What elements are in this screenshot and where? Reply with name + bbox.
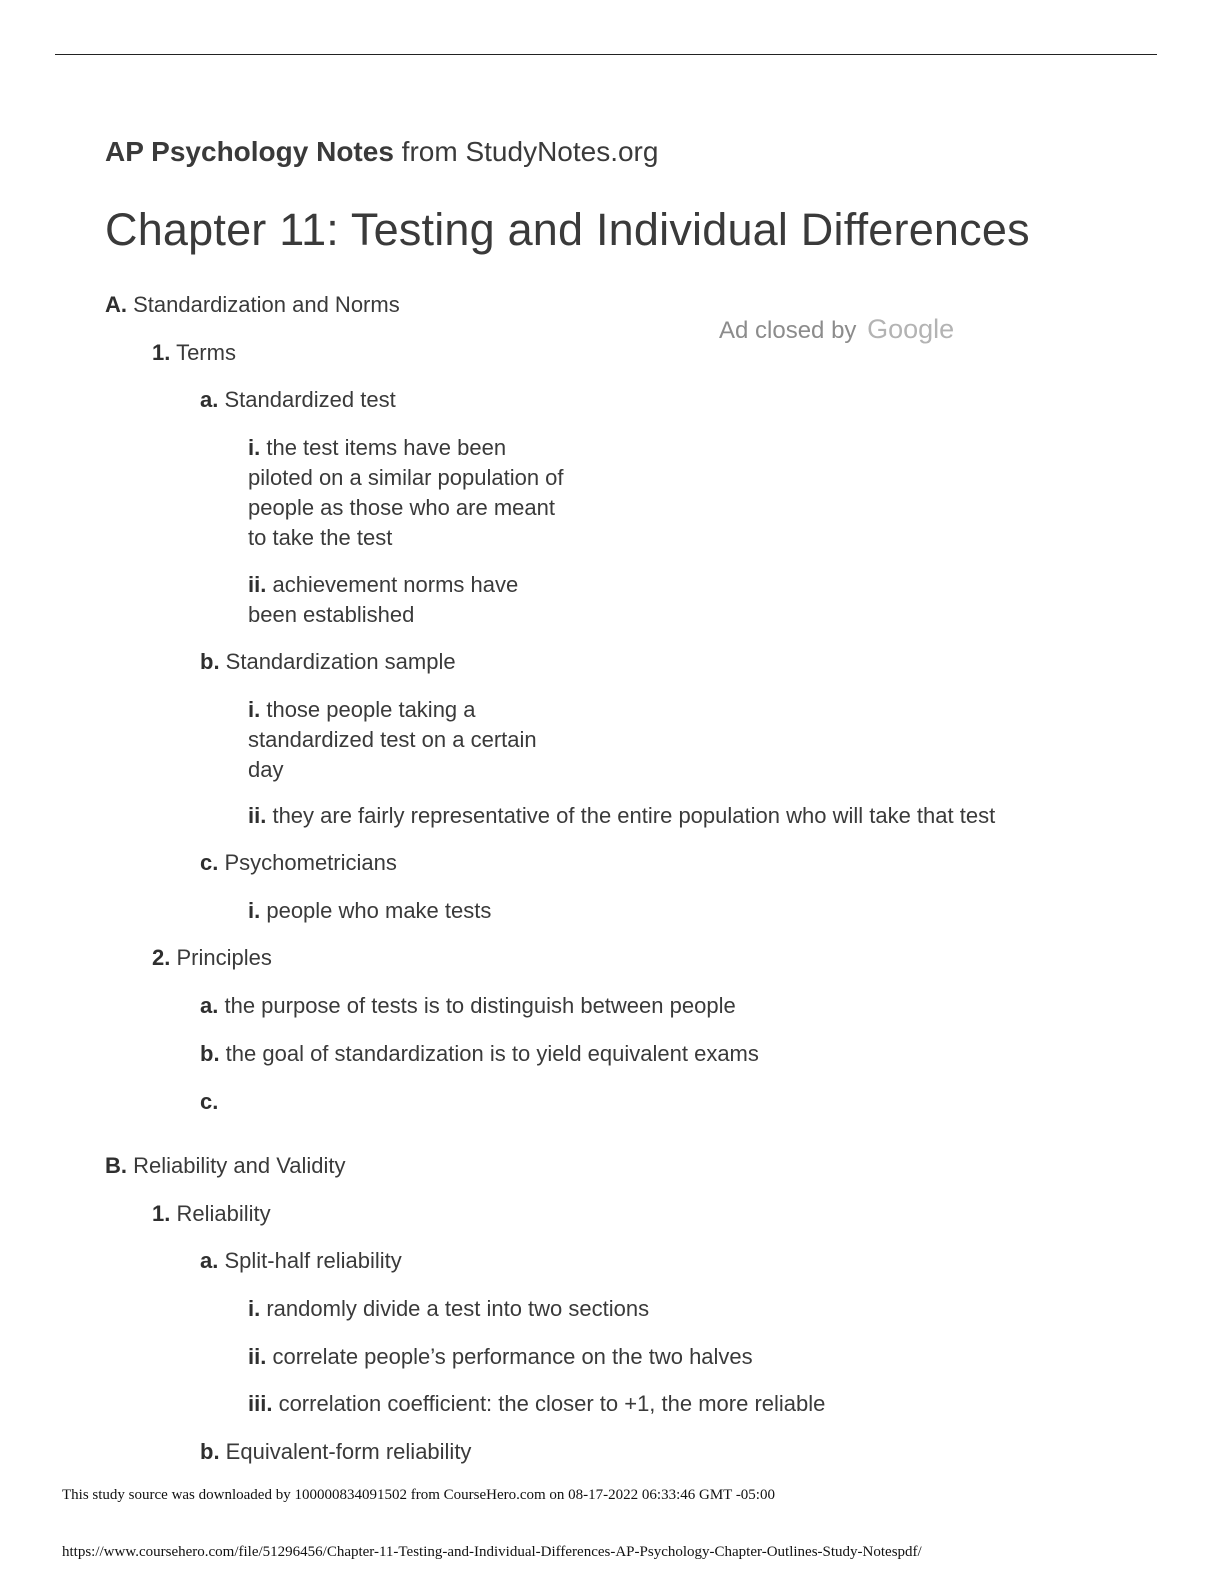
outline-item xyxy=(200,647,456,677)
outline-marker: iii. xyxy=(248,1391,273,1416)
outline-text: Principles xyxy=(170,945,272,970)
outline-text: Standardization and Norms xyxy=(127,292,400,317)
outline-item xyxy=(152,943,272,973)
outline-marker: a. xyxy=(200,1248,219,1273)
outline-text: Reliability and Validity xyxy=(127,1153,346,1178)
chapter-title: Chapter 11: Testing and Individual Differences xyxy=(105,204,1030,255)
ad-closed-notice xyxy=(719,314,954,345)
outline-text: achievement norms have been established xyxy=(248,572,519,627)
outline-item xyxy=(105,290,400,320)
outline-marker: c. xyxy=(200,850,219,875)
outline-marker: b. xyxy=(200,1041,220,1066)
outline-item xyxy=(152,338,236,368)
outline-marker: a. xyxy=(200,993,219,1018)
outline-marker: 1. xyxy=(152,340,171,365)
download-note: This study source was downloaded by 100000834091502 from CourseHero.com on 08-17-2022 06:33:46 GMT -05:00 xyxy=(62,1487,775,1503)
outline-marker: i. xyxy=(248,697,261,722)
outline-marker: i. xyxy=(248,898,261,923)
top-divider xyxy=(55,54,1157,55)
outline-marker: ii. xyxy=(248,572,267,597)
outline-text: Terms xyxy=(170,340,236,365)
outline-item xyxy=(248,433,568,553)
outline-marker: 1. xyxy=(152,1201,171,1226)
outline-item xyxy=(248,570,568,630)
outline-text: those people taking a standardized test on a certain day xyxy=(248,697,537,782)
site-header-rest: from StudyNotes.org xyxy=(393,136,659,167)
outline-item xyxy=(248,695,568,785)
outline-text: the test items have been piloted on a similar population of people as those who are meant to take the test xyxy=(248,435,564,550)
outline-item xyxy=(248,1342,753,1372)
outline-item xyxy=(248,896,491,926)
outline-marker: ii. xyxy=(248,803,267,828)
outline-marker: ii. xyxy=(248,1344,267,1369)
outline-marker: b. xyxy=(200,649,220,674)
source-url[interactable]: https://www.coursehero.com/file/51296456/Chapter-11-Testing-and-Individual-Differences-AP-Psychology-Chapter-Outlines-Study-Notespdf/ xyxy=(62,1544,922,1560)
outline-text: Equivalent-form reliability xyxy=(219,1439,472,1464)
outline-marker: a. xyxy=(200,387,219,412)
outline-item xyxy=(200,1246,402,1276)
outline-text: the purpose of tests is to distinguish between people xyxy=(218,993,736,1018)
outline-marker: i. xyxy=(248,1296,261,1321)
outline-text: Reliability xyxy=(170,1201,271,1226)
outline-text: Standardized test xyxy=(218,387,396,412)
outline-text: correlate people’s performance on the two halves xyxy=(266,1344,753,1369)
outline-marker: 2. xyxy=(152,945,171,970)
outline-text: people who make tests xyxy=(260,898,492,923)
site-header-bold: AP Psychology Notes xyxy=(105,136,394,167)
outline-marker: c. xyxy=(200,1089,219,1114)
outline-text: they are fairly representative of the entire population who will take that test xyxy=(266,803,996,828)
site-header xyxy=(105,136,658,168)
google-logo: Google xyxy=(867,314,955,344)
outline-text: correlation coefficient: the closer to +1, the more reliable xyxy=(272,1391,826,1416)
outline-text: Psychometricians xyxy=(218,850,397,875)
outline-item xyxy=(248,1294,649,1324)
outline-item xyxy=(200,1039,759,1069)
outline-text: Standardization sample xyxy=(219,649,456,674)
outline-text: randomly divide a test into two sections xyxy=(260,1296,650,1321)
outline-item xyxy=(200,991,736,1021)
outline-marker: b. xyxy=(200,1439,220,1464)
outline-item xyxy=(248,1389,825,1419)
outline-item xyxy=(105,1151,345,1181)
outline-text: the goal of standardization is to yield equivalent exams xyxy=(219,1041,759,1066)
outline-marker: A. xyxy=(105,292,127,317)
outline-marker: i. xyxy=(248,435,261,460)
outline-item xyxy=(248,801,995,831)
outline-item xyxy=(200,385,396,415)
outline-item xyxy=(152,1199,271,1229)
outline-item xyxy=(200,1087,218,1117)
ad-closed-text: Ad closed by xyxy=(719,317,857,344)
outline-item xyxy=(200,1437,471,1467)
outline-text: Split-half reliability xyxy=(218,1248,402,1273)
outline-marker: B. xyxy=(105,1153,127,1178)
outline-item xyxy=(200,848,397,878)
